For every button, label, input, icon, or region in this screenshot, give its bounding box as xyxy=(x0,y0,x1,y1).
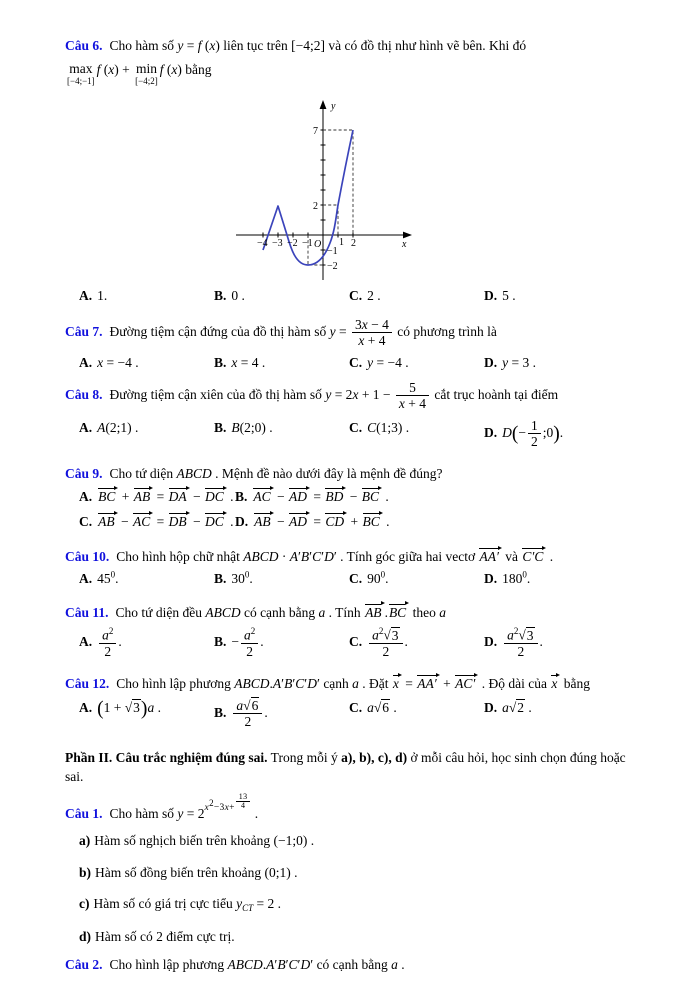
p2q1-item-b: b) Hàm số đồng biến trên khoảng (0;1) . xyxy=(79,864,298,880)
question-6-text: Cho hàm số y = f (x) liên tục trên [−4;2] và có đồ thị như hình vẽ bên. Khi đó xyxy=(109,38,527,53)
part2-question-2 xyxy=(65,955,660,975)
q6-answer-d: D. 5 . xyxy=(484,287,516,303)
question-12 xyxy=(65,674,660,734)
question-10 xyxy=(65,547,660,588)
q9-answer-a: A. BC + AB = DA − DC . xyxy=(79,489,234,505)
x-axis-label: x xyxy=(402,238,407,250)
q12-answer-b: B. $\frac{a√6}{2}$ . xyxy=(214,697,268,730)
question-11-title: Câu 11. Cho tứ diện đều ABCD có cạnh bằng a . Tính AB .BC theo a xyxy=(65,604,446,620)
question-6-answers xyxy=(65,286,660,305)
tick-1: 1 xyxy=(339,236,344,248)
tick-m2: −2 xyxy=(287,237,298,249)
tick-m2y: −2 xyxy=(327,260,338,272)
q6-answer-a: A. 1. xyxy=(79,287,108,303)
tick-m4: −4 xyxy=(257,237,268,249)
q11-answer-d: D. $\frac{a^2√3}{2}$ . xyxy=(484,626,543,660)
q7-answer-b: B. x = 4 . xyxy=(214,354,266,370)
function-graph xyxy=(228,94,460,284)
tick-7: 7 xyxy=(313,125,318,137)
q12-answer-a: A. (1 + √3)a . xyxy=(79,698,161,720)
origin-label: O xyxy=(314,238,322,250)
question-6 xyxy=(65,36,660,305)
question-10-answers xyxy=(65,569,660,588)
p2q1-item-a: a) Hàm số nghịch biến trên khoảng (−1;0) . xyxy=(79,833,315,848)
question-8-title: Câu 8. Đường tiệm cận xiên của đồ thị hàm số y = 2x + 1 − $\frac{5}{x + 4}$ cắt trục hoành tại điểm xyxy=(65,379,559,412)
q7-answer-d: D. y = 3 . xyxy=(484,354,536,370)
q7-answer-a: A. x = −4 . xyxy=(79,354,139,370)
question-10-title: Câu 10. Cho hình hộp chữ nhật ABCD · A′B′C′D′ . Tính góc giữa hai vectơ AA′ và C′C . xyxy=(65,549,554,565)
q8-answer-b: B. B(2;0) . xyxy=(214,419,273,435)
q8-answer-d: D. D(− $\frac{1}{2}$ ;0). xyxy=(484,417,564,450)
q10-answer-b: B. $30^0$. xyxy=(214,569,253,587)
q10-answer-d: D. $180^0$. xyxy=(484,569,531,587)
tick-m1: −1 xyxy=(302,237,313,249)
question-8 xyxy=(65,380,660,450)
question-6-expression: max [−4;−1] f (x) + min [−4;2] f (x) bằng xyxy=(67,61,212,86)
question-8-answers xyxy=(65,418,660,450)
p2q1-item-c: c) Hàm số có giá trị cực tiểu $y_{CT} = 2$ . xyxy=(79,896,282,914)
part2-heading xyxy=(65,748,660,787)
question-11 xyxy=(65,603,660,663)
y-axis-label: y xyxy=(331,100,336,112)
part2-heading-line1: Phần II. Câu trắc nghiệm đúng sai. Trong mỗi ý a), b), c), d) ở mỗi câu hỏi, học sinh chọn đúng hoặc xyxy=(65,749,626,765)
question-9-answers-cd xyxy=(65,512,660,535)
part2-question-1-title: Câu 1. Cho hàm số $y = 2^{x^2-3x+ \frac{13}{4}}$ . xyxy=(65,792,259,822)
q8-answer-a: A. A(2;1) . xyxy=(79,419,139,435)
question-11-answers xyxy=(65,626,660,662)
tick-2x: 2 xyxy=(351,237,356,249)
question-9-answers-ab xyxy=(65,487,660,510)
question-9 xyxy=(65,464,660,536)
question-7-title: Câu 7. Đường tiệm cận đứng của đồ thị hàm số y = $\frac{3x - 4}{x + 4}$ có phương trình là xyxy=(65,316,497,349)
q10-answer-c: C. $90^0$. xyxy=(349,569,389,587)
q9-answer-b: B. AC − AD = BD − BC . xyxy=(235,489,389,505)
q12-answer-c: C. a√6 . xyxy=(349,699,397,715)
question-6-title xyxy=(65,36,660,56)
question-7 xyxy=(65,317,660,372)
q9-answer-c: C. AB − AC = DB − DC . xyxy=(79,514,234,530)
q12-answer-d: D. a√2 . xyxy=(484,699,532,715)
question-6-label: Câu 6. xyxy=(65,38,103,53)
tick-m3: −3 xyxy=(272,237,283,249)
x-axis-arrow xyxy=(403,231,412,238)
q10-answer-a: A. $45^0$. xyxy=(79,569,119,587)
tick-m1y: −1 xyxy=(327,245,338,257)
q11-answer-c: C. $\frac{a^2√3}{2}$ . xyxy=(349,626,408,660)
question-12-answers xyxy=(65,698,660,734)
part2-heading-line2: sai. xyxy=(65,769,84,785)
q11-answer-b: B. − $\frac{a^2}{2}$ . xyxy=(214,626,264,660)
question-7-answers xyxy=(65,353,660,372)
graph-svg xyxy=(228,94,460,284)
q6-answer-b: B. 0 . xyxy=(214,287,245,303)
q8-answer-c: C. C(1;3) . xyxy=(349,419,410,435)
q9-answer-d: D. AB − AD = CD + BC . xyxy=(235,514,390,530)
part2-question-1 xyxy=(65,793,660,947)
tick-2: 2 xyxy=(313,200,318,212)
q11-answer-a: A. $\frac{a^2}{2}$ . xyxy=(79,626,122,660)
y-axis-arrow xyxy=(320,100,327,109)
q6-answer-c: C. 2 . xyxy=(349,287,381,303)
question-9-title: Câu 9. Cho tứ diện ABCD . Mệnh đề nào dưới đây là mệnh đề đúng? xyxy=(65,465,443,481)
guide-2-7 xyxy=(323,130,353,235)
part2-question-2-title: Câu 2. Cho hình lập phương ABCD.A′B′C′D′ có cạnh bằng a . xyxy=(65,956,405,972)
p2q1-item-d: d) Hàm số có 2 điểm cực trị. xyxy=(79,929,235,945)
question-12-title: Câu 12. Cho hình lập phương ABCD.A′B′C′D′ cạnh a . Đặt x = AA′ + AC′ . Độ dài của x bằng xyxy=(65,676,590,692)
q7-answer-c: C. y = −4 . xyxy=(349,354,409,370)
